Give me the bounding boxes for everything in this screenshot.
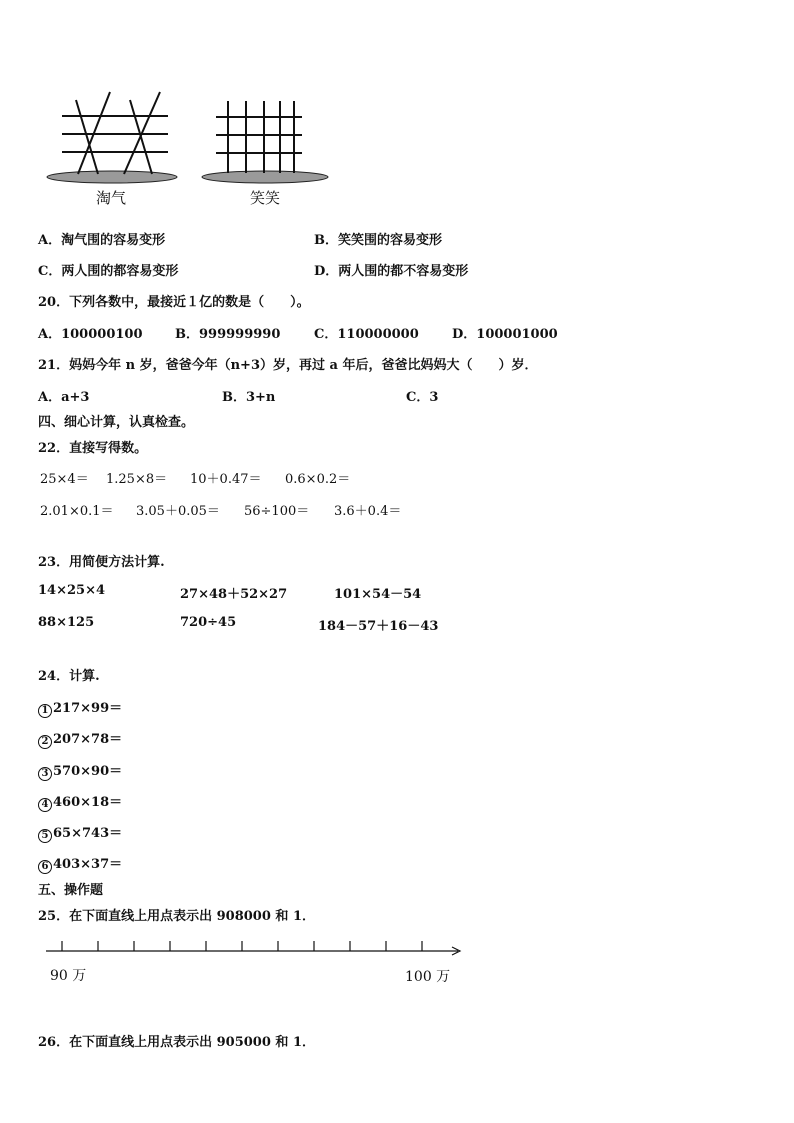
q21-stem: 21．妈妈今年 n 岁，爸爸今年（n+3）岁，再过 a 年后，爸爸比妈妈大（ ）岁． (38, 358, 538, 373)
q22-item: 1.25×8＝ (106, 472, 168, 487)
q23-item: 184－57＋16－43 (318, 619, 439, 634)
q23-item: 27×48＋52×27 (180, 587, 288, 602)
q19-option-b: B．笑笑围的容易变形 (314, 233, 442, 248)
circled-number: 6 (38, 860, 52, 874)
q22-stem: 22．直接写得数。 (38, 441, 148, 456)
q25-stem: 25．在下面直线上用点表示出 908000 和 1． (38, 909, 315, 924)
q24-expr: 217×99＝ (53, 701, 123, 716)
q22-item: 56÷100＝ (244, 504, 310, 519)
q22-item: 0.6×0.2＝ (285, 472, 351, 487)
taoqi-caption: 淘气 (96, 189, 127, 207)
q21-option-c: C．3 (406, 390, 439, 405)
q24-stem: 24．计算. (38, 669, 100, 684)
section-4-heading: 四、细心计算，认真检查。 (38, 415, 195, 430)
q26-stem: 26．在下面直线上用点表示出 905000 和 1． (38, 1035, 315, 1050)
q24-expr: 65×743＝ (53, 826, 123, 841)
circled-number: 5 (38, 829, 52, 843)
q19-option-d: D．两人围的都不容易变形 (314, 264, 469, 279)
q24-expr: 570×90＝ (53, 764, 123, 779)
q23-item: 720÷45 (180, 615, 237, 630)
q22-item: 25×4＝ (40, 472, 89, 487)
q23-item: 101×54－54 (334, 587, 422, 602)
q19-option-c: C．两人围的都容易变形 (38, 264, 179, 279)
q24-expr: 460×18＝ (53, 795, 123, 810)
circled-number: 3 (38, 767, 52, 781)
circled-number: 1 (38, 704, 52, 718)
q24-expr: 207×78＝ (53, 732, 123, 747)
q20-option-a: A．100000100 (38, 327, 143, 342)
circled-number: 2 (38, 735, 52, 749)
q20-option-b: B．999999990 (175, 327, 281, 342)
q22-item: 3.6＋0.4＝ (334, 504, 402, 519)
q19-option-a: A．淘气围的容易变形 (38, 233, 166, 248)
q21-option-a: A．a+3 (38, 390, 90, 405)
q20-option-d: D．100001000 (452, 327, 558, 342)
q22-item: 3.05＋0.05＝ (136, 504, 220, 519)
section-5-heading: 五、操作题 (38, 883, 104, 898)
q23-item: 88×125 (38, 615, 95, 630)
xiaoxiao-caption: 笑笑 (250, 189, 281, 207)
circled-number: 4 (38, 798, 52, 812)
number-line-end-label: 100 万 (405, 969, 451, 985)
number-line-start-label: 90 万 (50, 968, 87, 984)
q20-option-c: C．110000000 (314, 327, 419, 342)
q23-stem: 23．用简便方法计算. (38, 555, 165, 570)
q22-item: 10＋0.47＝ (190, 472, 262, 487)
q22-item: 2.01×0.1＝ (40, 504, 114, 519)
q20-stem: 20．下列各数中，最接近１亿的数是（ ）。 (38, 295, 310, 310)
q24-expr: 403×37＝ (53, 857, 123, 872)
q23-item: 14×25×4 (38, 583, 106, 598)
q21-option-b: B．3+n (222, 390, 276, 405)
